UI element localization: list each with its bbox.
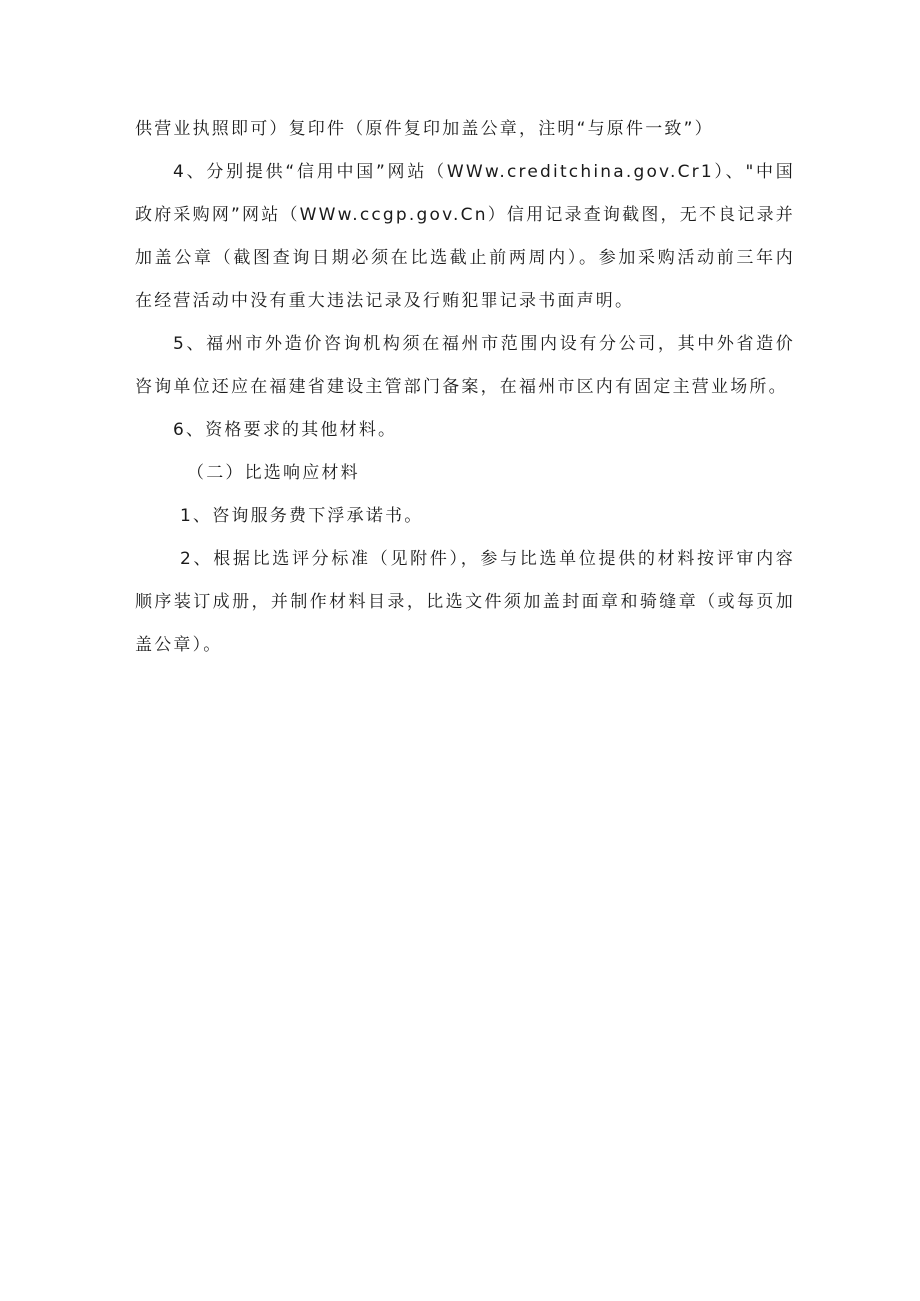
paragraph-sub-1: 1、咨询服务费下浮承诺书。 [180,506,424,526]
paragraph-item-4: 4、分别提供“信用中国”网站（WWw.creditchina.gov.Cr1）、"中国政府采购网”网站（WWw.ccgp.gov.Cn）信用记录查询截图，无不良记录并加盖公章（截图查询日期必须在比选截止前两周内）。参加采购活动前三年内在经营活动中没有重大违法记录及行贿犯罪记录书面声明。 [135,162,795,311]
paragraph-continued: 供营业执照即可）复印件（原件复印加盖公章，注明“与原件一致”） [135,119,714,139]
paragraph-sub-2: 2、根据比选评分标准（见附件），参与比选单位提供的材料按评审内容顺序装订成册，并制作材料目录，比选文件须加盖封面章和骑缝章（或每页加盖公章）。 [135,549,795,655]
document-body [135,108,795,667]
section-heading-response-materials: （二）比选响应材料 [187,463,360,483]
paragraph-item-5: 5、福州市外造价咨询机构须在福州市范围内设有分公司，其中外省造价咨询单位还应在福建省建设主管部门备案，在福州市区内有固定主营业场所。 [135,334,795,397]
paragraph-item-6: 6、资格要求的其他材料。 [173,420,398,440]
